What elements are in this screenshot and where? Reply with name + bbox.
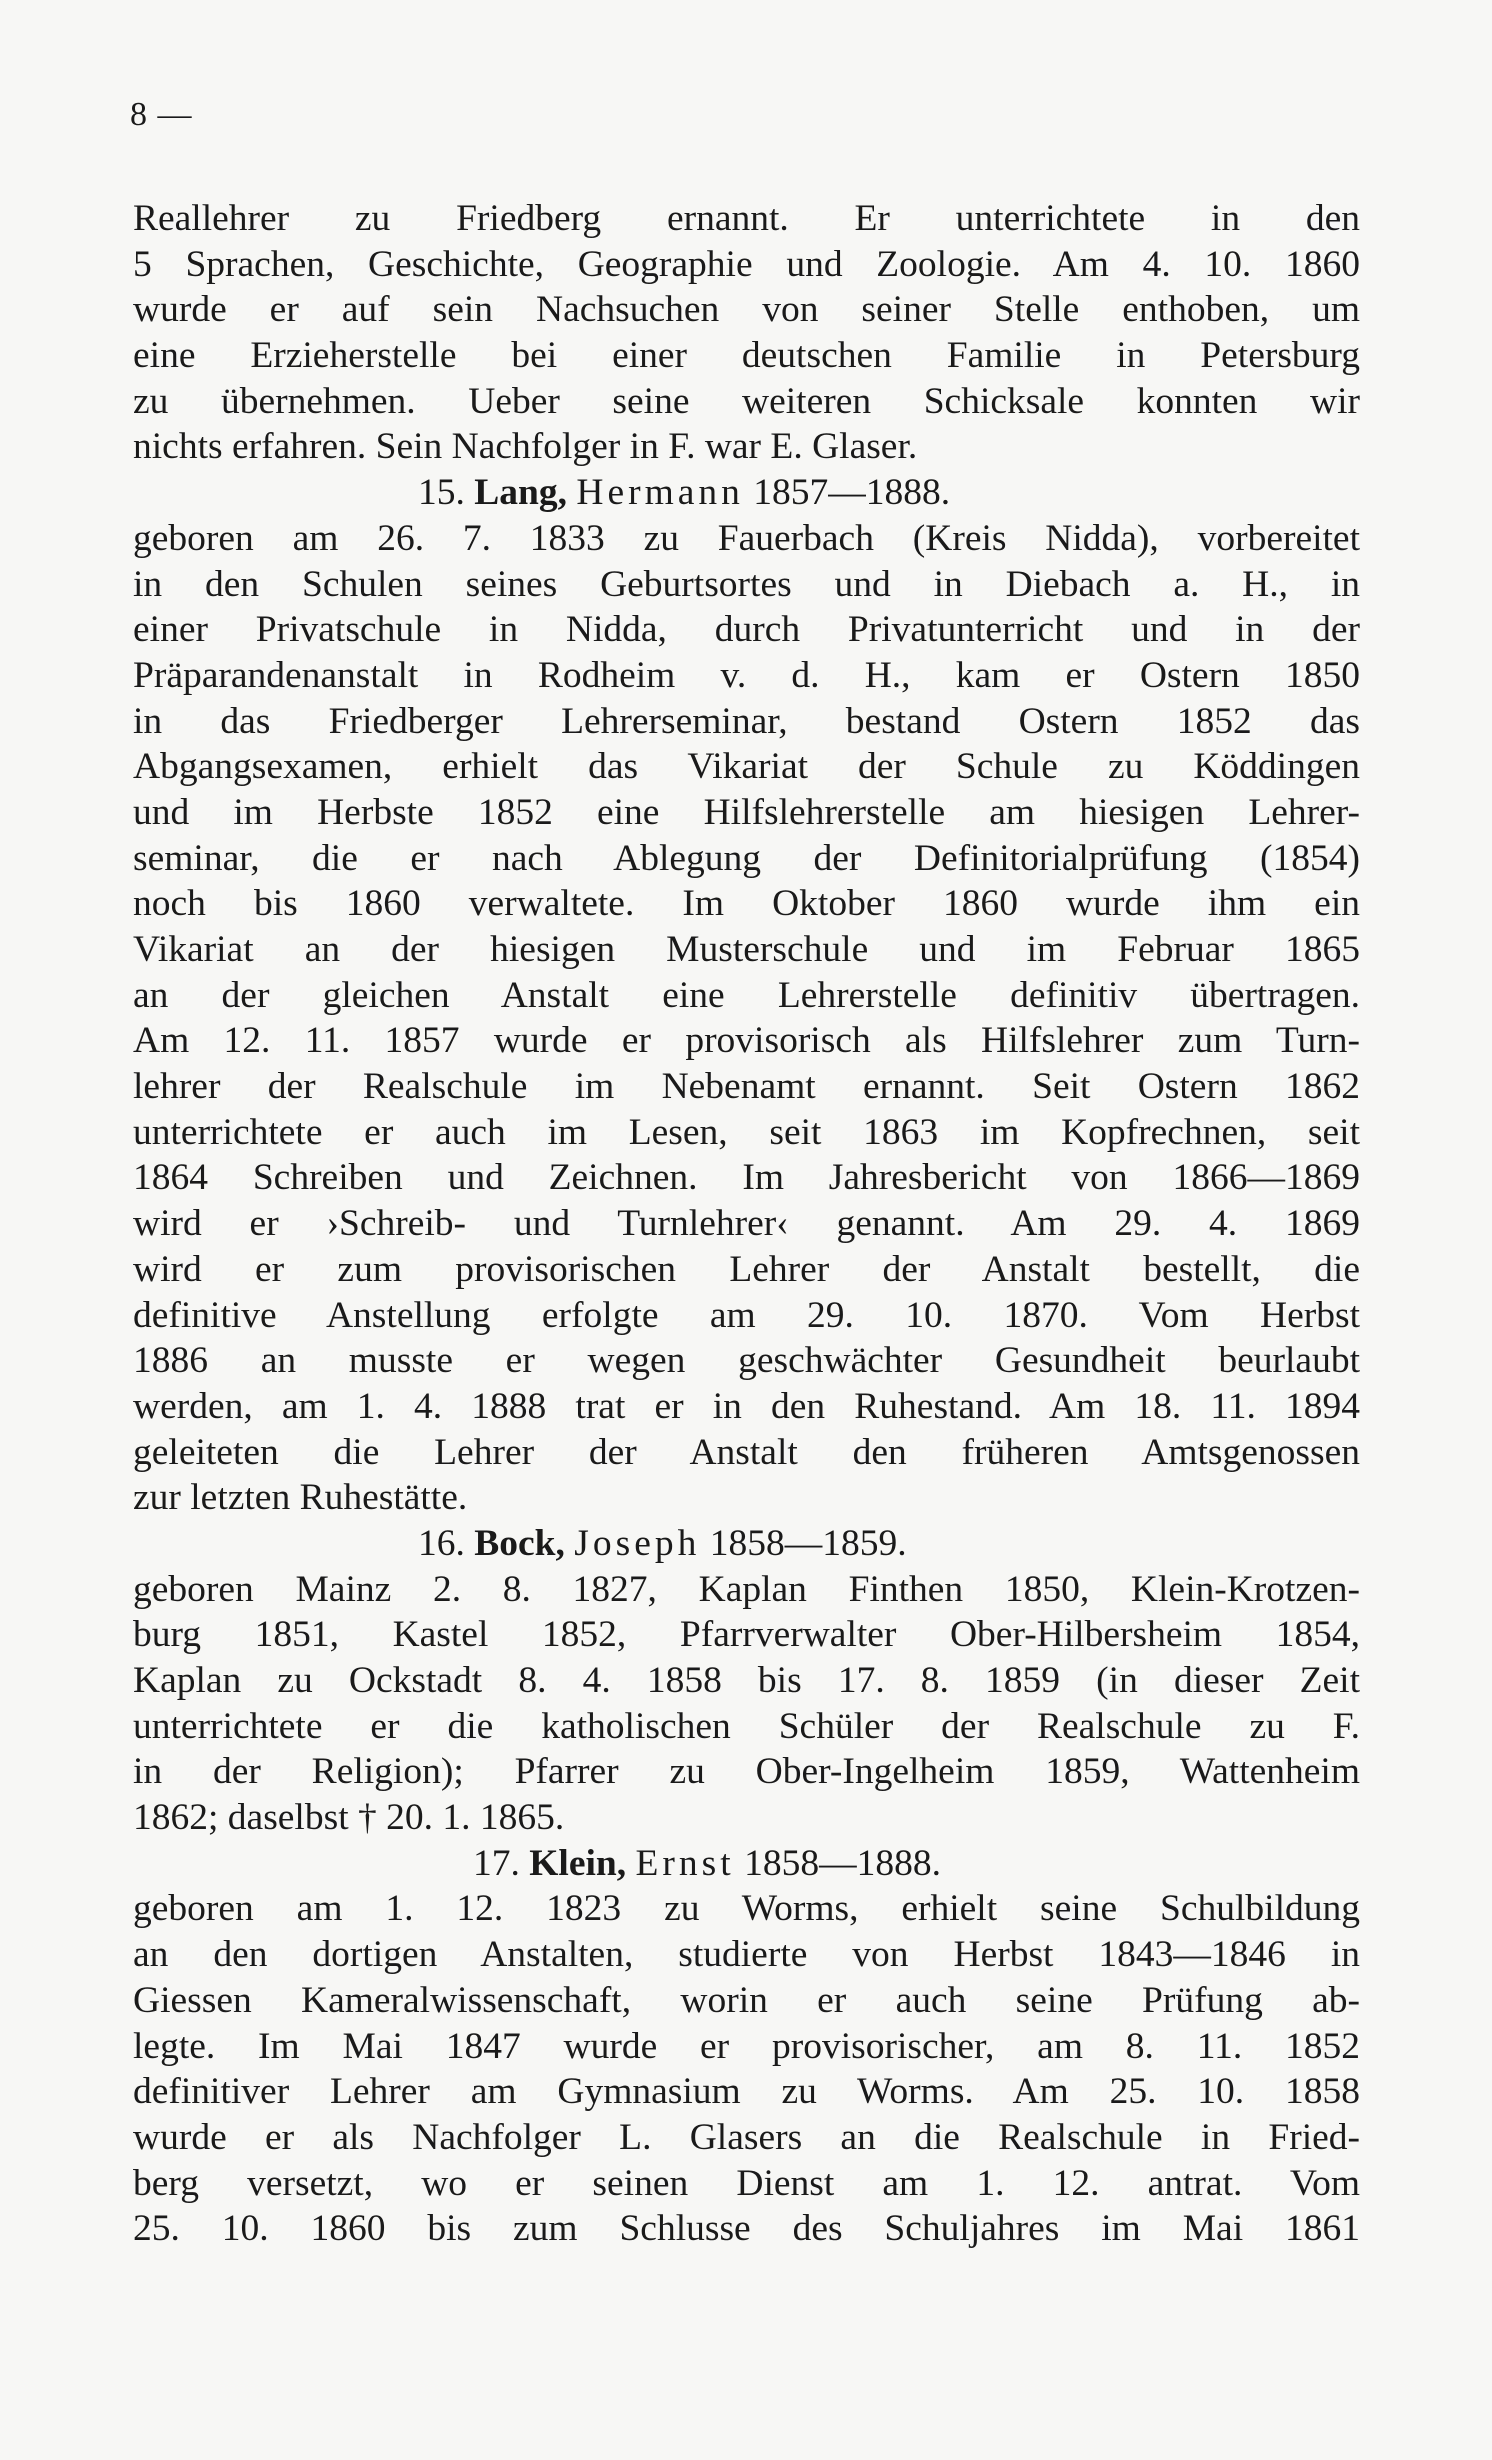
text-line: lehrer der Realschule im Nebenamt ernannt. Seit Ostern 1862 xyxy=(133,1066,1360,1108)
text-line: noch bis 1860 verwaltete. Im Oktober 1860 wurde ihm ein xyxy=(133,883,1360,925)
text-line: an der gleichen Anstalt eine Lehrerstelle definitiv übertragen. xyxy=(133,974,1360,1016)
text-line: 25. 10. 1860 bis zum Schlusse des Schuljahres im Mai 1861 xyxy=(133,2208,1360,2250)
entry-years: 1857—1888. xyxy=(753,472,951,514)
text-line: berg versetzt, wo er seinen Dienst am 1. 12. antrat. Vom xyxy=(133,2162,1360,2204)
entry-given-name: Hermann xyxy=(576,472,744,514)
text-line: wurde er auf sein Nachsuchen von seiner Stelle enthoben, um xyxy=(133,289,1360,331)
text-line: wird er ›Schreib- und Turnlehrer‹ genannt. Am 29. 4. 1869 xyxy=(133,1203,1360,1245)
text-line: an den dortigen Anstalten, studierte von Herbst 1843—1846 in xyxy=(133,1934,1360,1976)
text-line: geleiteten die Lehrer der Anstalt den früheren Amtsgenossen xyxy=(133,1431,1360,1473)
text-line: geboren am 1. 12. 1823 zu Worms, erhielt seine Schulbildung xyxy=(133,1888,1360,1930)
entry-number: 15. xyxy=(418,472,465,514)
text-line: zur letzten Ruhestätte. xyxy=(133,1477,468,1519)
text-line: in den Schulen seines Geburtsortes und in Diebach a. H., in xyxy=(133,563,1360,605)
text-line: Abgangsexamen, erhielt das Vikariat der Schule zu Köddingen xyxy=(133,746,1360,788)
text-line: unterrichtete er auch im Lesen, seit 1863 im Kopfrechnen, seit xyxy=(133,1111,1360,1153)
page-number-header: 8 — xyxy=(130,96,193,133)
text-line: Vikariat an der hiesigen Musterschule und im Februar 1865 xyxy=(133,929,1360,970)
text-line: burg 1851, Kastel 1852, Pfarrverwalter Ober-Hilbersheim 1854, xyxy=(133,1614,1360,1656)
text-line: unterrichtete er die katholischen Schüler der Realschule zu F. xyxy=(133,1705,1360,1747)
text-line: Am 12. 11. 1857 wurde er provisorisch als Hilfslehrer zum Turn- xyxy=(133,1020,1360,1062)
text-line: wird er zum provisorischen Lehrer der Anstalt bestellt, die xyxy=(133,1248,1360,1290)
paragraph-14-continuation xyxy=(133,196,1360,470)
text-line: definitive Anstellung erfolgte am 29. 10. 1870. Vom Herbst xyxy=(133,1294,1360,1336)
text-line: 1862; daselbst † 20. 1. 1865. xyxy=(133,1797,565,1839)
text-line: definitiver Lehrer am Gymnasium zu Worms. Am 25. 10. 1858 xyxy=(133,2071,1360,2113)
text-line: einer Privatschule in Nidda, durch Privatunterricht und in der xyxy=(133,609,1360,651)
text-line: eine Erzieherstelle bei einer deutschen Familie in Petersburg xyxy=(133,335,1360,377)
entry-17-body xyxy=(133,1886,1360,2252)
entry-15-heading xyxy=(133,470,1360,516)
entry-number: 17. xyxy=(473,1842,520,1884)
entry-surname: Lang, xyxy=(474,472,567,514)
text-line: 5 Sprachen, Geschichte, Geographie und Zoologie. Am 4. 10. 1860 xyxy=(133,243,1360,285)
entry-surname: Bock, xyxy=(474,1522,565,1564)
text-line: 1864 Schreiben und Zeichnen. Im Jahresbericht von 1866—1869 xyxy=(133,1157,1360,1199)
text-line: 1886 an musste er wegen geschwächter Gesundheit beurlaubt xyxy=(133,1340,1360,1382)
entry-15-body xyxy=(133,516,1360,1521)
entry-17-heading xyxy=(133,1841,1360,1887)
text-line: legte. Im Mai 1847 wurde er provisorischer, am 8. 11. 1852 xyxy=(133,2025,1360,2067)
text-line: Giessen Kameralwissenschaft, worin er auch seine Prüfung ab- xyxy=(133,1979,1360,2021)
text-line: zu übernehmen. Ueber seine weiteren Schicksale konnten wir xyxy=(133,380,1360,422)
text-line: in der Religion); Pfarrer zu Ober-Ingelheim 1859, Wattenheim xyxy=(133,1751,1360,1793)
text-line: Kaplan zu Ockstadt 8. 4. 1858 bis 17. 8. 1859 (in dieser Zeit xyxy=(133,1660,1360,1701)
text-line: Reallehrer zu Friedberg ernannt. Er unterrichtete in den xyxy=(133,198,1360,239)
entry-years: 1858—1859. xyxy=(709,1522,907,1564)
text-line: und im Herbste 1852 eine Hilfslehrerstelle am hiesigen Lehrer- xyxy=(133,791,1360,833)
entry-given-name: Ernst xyxy=(635,1842,735,1884)
entry-years: 1858—1888. xyxy=(744,1842,941,1884)
text-line: wurde er als Nachfolger L. Glasers an die Realschule in Fried- xyxy=(133,2116,1360,2158)
text-line: werden, am 1. 4. 1888 trat er in den Ruhestand. Am 18. 11. 1894 xyxy=(133,1385,1360,1427)
entry-16-body xyxy=(133,1567,1360,1841)
text-line: in das Friedberger Lehrerseminar, bestand Ostern 1852 das xyxy=(133,700,1360,742)
text-line: geboren am 26. 7. 1833 zu Fauerbach (Kreis Nidda), vorbereitet xyxy=(133,517,1360,559)
entry-given-name: Joseph xyxy=(574,1522,701,1564)
page-body xyxy=(133,196,1360,2252)
text-line: geboren Mainz 2. 8. 1827, Kaplan Finthen 1850, Klein-Krotzen- xyxy=(133,1568,1360,1610)
entry-16-heading xyxy=(133,1521,1360,1567)
entry-surname: Klein, xyxy=(529,1842,627,1884)
entry-number: 16. xyxy=(418,1522,465,1564)
text-line: seminar, die er nach Ablegung der Definitorialprüfung (1854) xyxy=(133,837,1360,879)
text-line: Präparandenanstalt in Rodheim v. d. H., kam er Ostern 1850 xyxy=(133,654,1360,696)
text-line: nichts erfahren. Sein Nachfolger in F. war E. Glaser. xyxy=(133,426,918,468)
